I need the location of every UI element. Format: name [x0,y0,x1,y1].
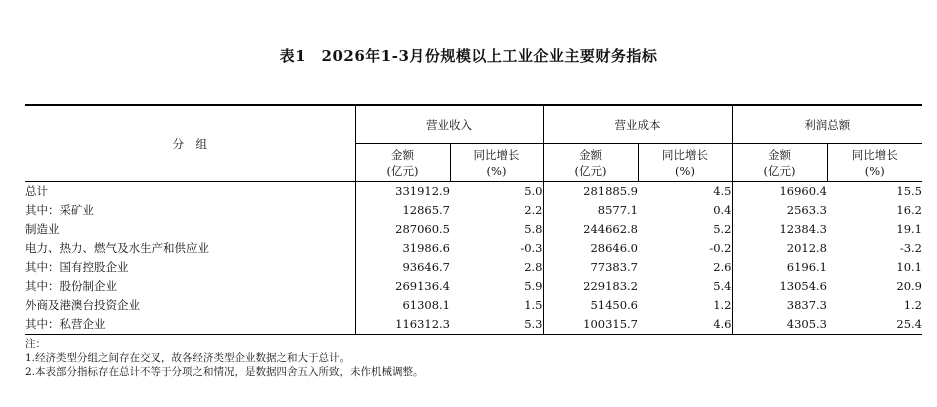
revenue-amount-cell: 31986.6 [355,239,450,258]
table-row [25,182,922,202]
revenue-amount-cell: 269136.4 [355,277,450,296]
revenue-amount-header: 金额 (亿元) [355,144,450,182]
header-row-primary [25,105,922,144]
cost-amount-cell: 28646.0 [543,239,638,258]
profit-amount-cell: 2012.8 [732,239,827,258]
table-row [25,277,922,296]
revenue-growth-cell: 5.8 [524,222,543,236]
profit-growth-cell: -3.2 [899,241,922,255]
revenue-growth-cell: 5.3 [450,315,543,335]
cost-growth-cell: 5.2 [713,222,732,236]
profit-growth-header: 同比增长 (%) [827,144,922,182]
profit-growth-cell: 15.5 [896,184,922,198]
revenue-amount-cell: 93646.7 [355,258,450,277]
table-row [25,201,922,220]
revenue-header: 营业收入 [355,105,543,144]
table-row [25,258,922,277]
cost-amount-header: 金额 (亿元) [543,144,638,182]
profit-growth-cell: 19.1 [896,222,922,236]
row-label: 制造业 [25,220,355,239]
cost-amount-cell: 8577.1 [543,201,638,220]
table-body [25,182,922,335]
table-row [25,220,922,239]
cost-growth-header: 同比增长 (%) [638,144,732,182]
profit-amount-cell: 4305.3 [732,315,827,335]
profit-growth-cell: 16.2 [896,203,922,217]
row-label: 其中：股份制企业 [25,277,355,296]
profit-amount-cell: 6196.1 [732,258,827,277]
table-row [25,239,922,258]
profit-growth-cell: 20.9 [896,279,922,293]
profit-amount-header: 金额 (亿元) [732,144,827,182]
revenue-growth-cell: 5.9 [524,279,543,293]
revenue-amount-cell: 12865.7 [355,201,450,220]
cost-growth-cell: 2.6 [713,260,732,274]
cost-growth-cell: 4.6 [638,315,732,335]
table-row [25,315,922,335]
profit-amount-cell: 3837.3 [732,296,827,315]
row-label: 其中：采矿业 [25,201,355,220]
profit-header: 利润总额 [732,105,922,144]
table-row [25,296,922,315]
row-label: 电力、热力、燃气及水生产和供应业 [25,239,355,258]
row-label: 外商及港澳台投资企业 [25,296,355,315]
profit-growth-cell: 25.4 [827,315,922,335]
cost-growth-cell: 1.2 [713,298,732,312]
row-label: 其中：私营企业 [25,315,355,335]
revenue-growth-header: 同比增长 (%) [450,144,543,182]
note-line-1: 1.经济类型分组之间存在交叉，故各经济类型企业数据之和大于总计。 [25,352,351,364]
revenue-growth-cell: -0.3 [520,241,543,255]
cost-growth-cell: 5.4 [713,279,732,293]
row-label: 其中：国有控股企业 [25,258,355,277]
notes-heading: 注： [25,338,46,350]
revenue-amount-cell: 287060.5 [355,220,450,239]
note-line-2: 2.本表部分指标存在总计不等于分项之和情况，是数据四舍五入所致，未作机械调整。 [25,366,424,378]
financial-indicators-table [25,104,922,335]
page-title: 表1 2026年1-3月份规模以上工业企业主要财务指标 [279,47,658,65]
row-label: 总计 [25,182,355,202]
cost-header: 营业成本 [543,105,732,144]
revenue-growth-cell: 2.2 [524,203,543,217]
revenue-growth-cell: 1.5 [524,298,543,312]
cost-growth-cell: 4.5 [713,184,732,198]
cost-amount-cell: 100315.7 [543,315,638,335]
revenue-amount-cell: 116312.3 [355,315,450,335]
cost-amount-cell: 51450.6 [543,296,638,315]
cost-amount-cell: 281885.9 [543,182,638,202]
cost-amount-cell: 244662.8 [543,220,638,239]
cost-amount-cell: 229183.2 [543,277,638,296]
group-header: 分 组 [25,105,355,182]
profit-amount-cell: 13054.6 [732,277,827,296]
profit-amount-cell: 16960.4 [732,182,827,202]
revenue-amount-cell: 331912.9 [355,182,450,202]
cost-amount-cell: 77383.7 [543,258,638,277]
profit-growth-cell: 10.1 [896,260,922,274]
profit-amount-cell: 12384.3 [732,220,827,239]
cost-growth-cell: 0.4 [713,203,732,217]
profit-amount-cell: 2563.3 [732,201,827,220]
footnotes [25,337,424,379]
revenue-amount-cell: 61308.1 [355,296,450,315]
cost-growth-cell: -0.2 [709,241,732,255]
revenue-growth-cell: 5.0 [524,184,543,198]
profit-growth-cell: 1.2 [903,298,922,312]
revenue-growth-cell: 2.8 [524,260,543,274]
